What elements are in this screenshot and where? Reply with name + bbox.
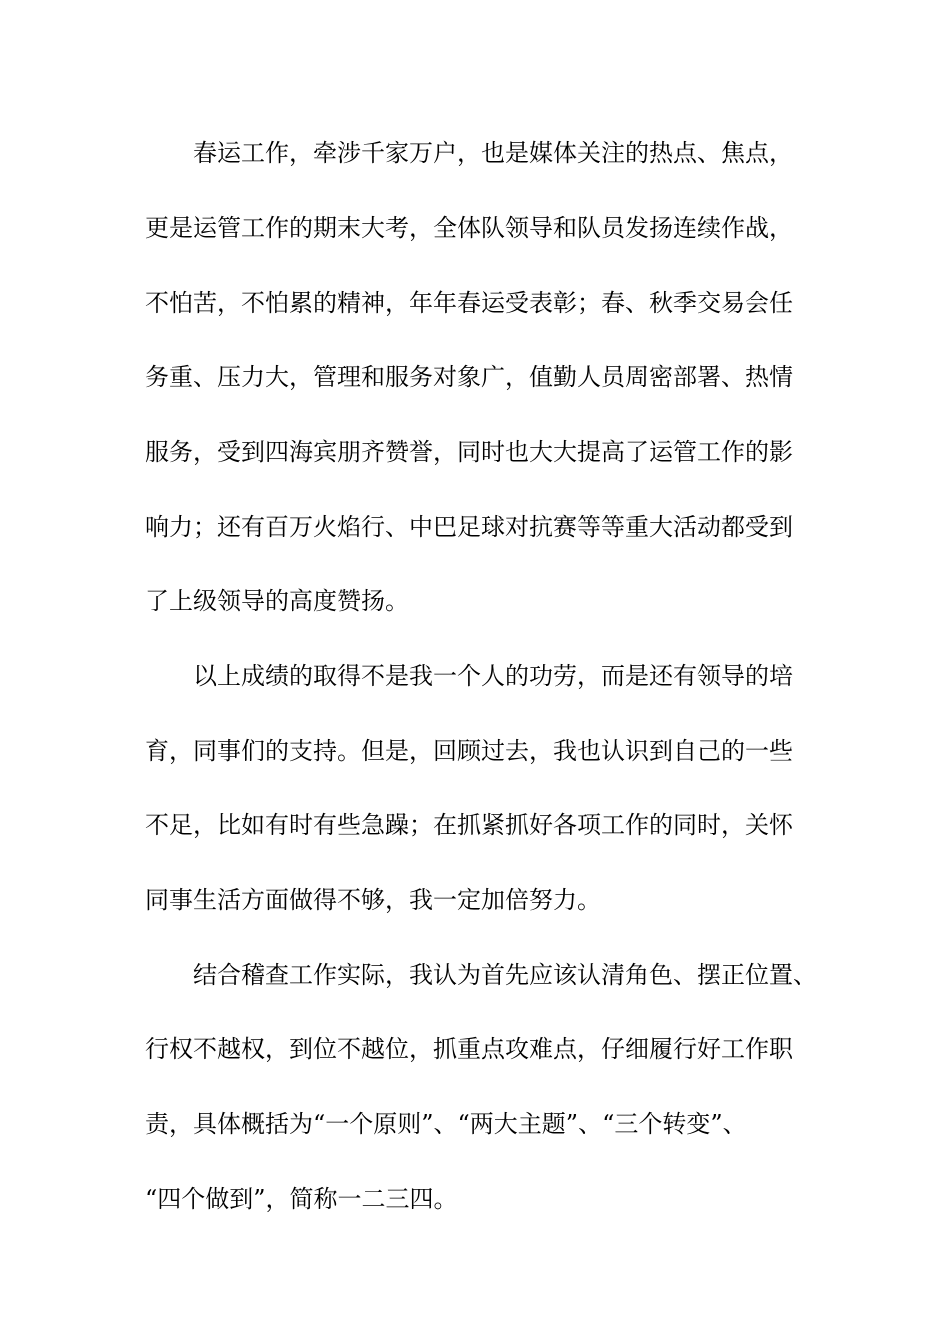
paragraph-2-line-3: 不足，比如有时有些急躁；在抓紧抓好各项工作的同时，关怀: [145, 811, 793, 839]
paragraph-3-line-1: 结合稽查工作实际，我认为首先应该认清角色、摆正位置、: [193, 961, 817, 989]
paragraph-1-line-7: 了上级领导的高度赞扬。: [145, 587, 409, 615]
paragraph-1-line-4: 务重、压力大，管理和服务对象广，值勤人员周密部署、热情: [145, 363, 793, 391]
paragraph-1-line-5: 服务，受到四海宾朋齐赞誉，同时也大大提高了运管工作的影: [145, 438, 793, 466]
paragraph-2-line-1: 以上成绩的取得不是我一个人的功劳，而是还有领导的培: [193, 662, 793, 690]
paragraph-2-line-4: 同事生活方面做得不够，我一定加倍努力。: [145, 886, 601, 914]
paragraph-3-line-3: 责，具体概括为“一个原则”、“两大主题”、“三个转变”、: [145, 1110, 747, 1138]
paragraph-1-line-3: 不怕苦，不怕累的精神，年年春运受表彰；春、秋季交易会任: [145, 289, 793, 317]
paragraph-2-line-2: 育，同事们的支持。但是，回顾过去，我也认识到自己的一些: [145, 737, 793, 765]
paragraph-1-line-1: 春运工作，牵涉千家万户，也是媒体关注的热点、焦点，: [193, 139, 793, 167]
paragraph-3-line-2: 行权不越权，到位不越位，抓重点攻难点，仔细履行好工作职: [145, 1035, 793, 1063]
paragraph-1-line-6: 响力；还有百万火焰行、中巴足球对抗赛等等重大活动都受到: [145, 513, 793, 541]
paragraph-3-line-4: “四个做到”，简称一二三四。: [145, 1185, 458, 1213]
paragraph-1-line-2: 更是运管工作的期末大考，全体队领导和队员发扬连续作战，: [145, 214, 793, 242]
